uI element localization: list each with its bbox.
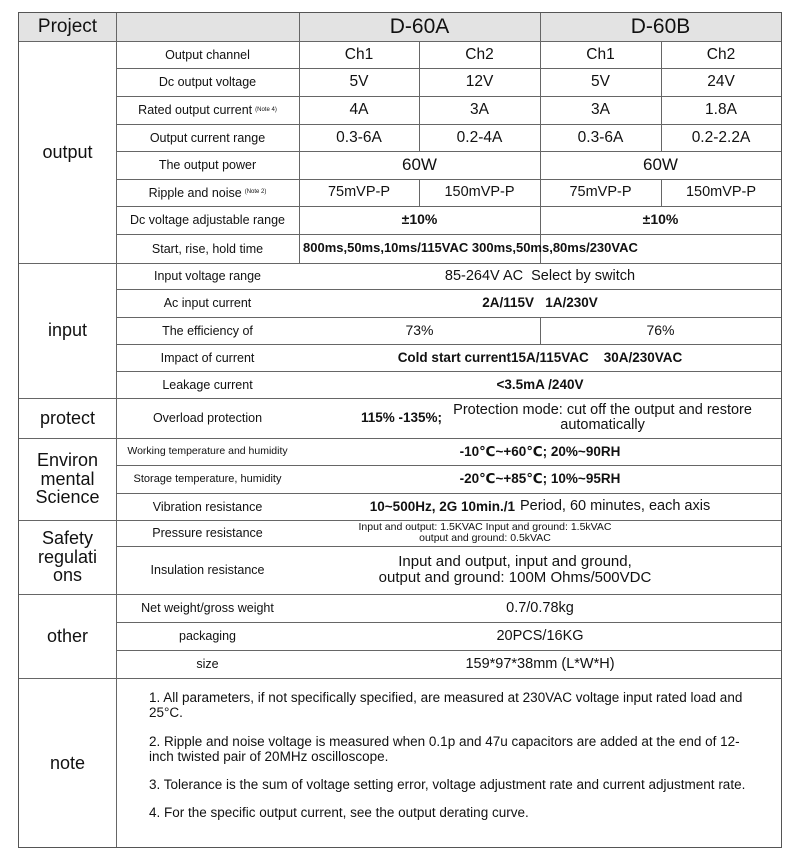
packaging-label: packaging xyxy=(179,629,236,643)
ripple-a1: 75mVP-P xyxy=(327,184,391,201)
note-1: 1. All parameters, if not specifically specified, are measured at 230VAC voltage input rated load and 25°C. xyxy=(149,690,743,721)
insulation-resistance-label: Insulation resistance xyxy=(150,563,265,577)
overload-mode: Protection mode: cut off the output and restore automatically xyxy=(453,401,752,433)
channel-b2: Ch2 xyxy=(706,45,736,63)
insulation-line-2: output and ground: 100M Ohms/500VDC xyxy=(378,569,652,586)
voltage-b1: 5V xyxy=(591,73,610,91)
current-range-a2: 0.2-4A xyxy=(456,128,503,146)
current-range-b1: 0.3-6A xyxy=(577,128,624,146)
vibration-period: Period, 60 minutes, each axis xyxy=(520,498,711,515)
notes-block xyxy=(131,681,781,847)
weight-label: Net weight/gross weight xyxy=(141,601,274,615)
pressure-line-2: output and ground: 0.5kVAC xyxy=(419,532,551,544)
power-a: 60W xyxy=(402,155,437,175)
pressure-resistance-value xyxy=(299,520,781,546)
ripple-b1: 75mVP-P xyxy=(569,184,632,201)
ac-input-current-value: 2A/115V 1A/230V xyxy=(482,295,598,311)
current-range-a1: 0.3-6A xyxy=(336,128,382,146)
note-4: 4. For the specific output current, see the output derating curve. xyxy=(149,805,529,821)
insulation-line-1: Input and output, input and ground, xyxy=(398,553,632,571)
pressure-resistance-label: Pressure resistance xyxy=(152,526,263,540)
size-label: size xyxy=(196,657,219,671)
section-note: note xyxy=(49,753,86,774)
section-environment: Environ mental Science xyxy=(35,449,100,508)
output-power-label: The output power xyxy=(158,158,257,172)
pressure-line-1: Input and output: 1.5KVAC Input and ground: 1.5kVAC xyxy=(358,520,612,533)
section-protect: protect xyxy=(39,407,96,428)
voltage-a1: 5V xyxy=(349,73,369,91)
efficiency-a: 73% xyxy=(405,321,434,338)
ac-input-current-label: Ac input current xyxy=(163,296,252,310)
rated-current-label-text: Rated output current xyxy=(138,103,253,117)
leakage-current-value: <3.5mA /240V xyxy=(496,376,584,392)
rated-output-current-label xyxy=(116,96,299,124)
section-output: output xyxy=(42,141,93,162)
packaging-value: 20PCS/16KG xyxy=(496,627,584,644)
size-value: 159*97*38mm (L*W*H) xyxy=(465,655,615,672)
power-b: 60W xyxy=(643,155,678,175)
ripple-noise-label xyxy=(116,179,299,206)
spec-table xyxy=(18,12,782,848)
vibration-spec: 10~500Hz, 2G 10min./1 xyxy=(369,498,515,514)
header-model-a: D-60A xyxy=(389,15,450,39)
adjustable-a: ±10% xyxy=(401,211,438,228)
input-voltage-range-value: 85-264V AC Select by switch xyxy=(444,267,636,284)
rated-current-b1: 3A xyxy=(591,101,610,119)
start-rise-hold-value: 800ms,50ms,10ms/115VAC 300ms,50ms,80ms/230VAC xyxy=(303,240,638,256)
rated-current-b2: 1.8A xyxy=(705,101,737,119)
dc-output-voltage-label: Dc output voltage xyxy=(158,75,257,89)
note-3: 3. Tolerance is the sum of voltage setting error, voltage adjustment rate and current adjustment rate. xyxy=(149,777,746,792)
header-model-b: D-60B xyxy=(630,15,691,39)
adjustable-range-label: Dc voltage adjustable range xyxy=(130,213,285,227)
channel-b1: Ch1 xyxy=(586,45,615,63)
efficiency-b: 76% xyxy=(646,321,675,338)
voltage-a2: 12V xyxy=(465,73,494,91)
overload-protection-value xyxy=(361,398,781,438)
rated-current-a1: 4A xyxy=(349,101,369,119)
storage-temp-value: -20℃~+85℃; 10%~95RH xyxy=(459,471,621,487)
working-temp-value: -10℃~+60℃; 20%~90RH xyxy=(459,443,621,459)
rated-current-a2: 3A xyxy=(470,101,489,119)
impact-current-value: Cold start current15A/115VAC 30A/230VAC xyxy=(397,349,683,365)
note-4-tag: (Note 4) xyxy=(255,106,277,113)
input-voltage-range-label: Input voltage range xyxy=(153,269,262,283)
weight-value: 0.7/0.78kg xyxy=(506,599,574,616)
header-project: Project xyxy=(37,16,98,38)
channel-a2: Ch2 xyxy=(465,45,494,63)
section-other: other xyxy=(46,625,89,646)
section-input: input xyxy=(47,320,88,341)
section-safety: Safety regulati ons xyxy=(37,527,98,586)
ripple-b2: 150mVP-P xyxy=(685,184,757,201)
insulation-resistance-value xyxy=(299,546,781,594)
note-2: 2. Ripple and noise voltage is measured when 0.1p and 47u capacitors are added at the end of 12-inch twisted pair of 20MHz oscilloscope. xyxy=(149,733,740,764)
ripple-a2: 150mVP-P xyxy=(444,184,515,201)
channel-a1: Ch1 xyxy=(344,45,374,63)
overload-protection-label: Overload protection xyxy=(152,411,263,425)
ripple-label-text: Ripple and noise xyxy=(148,185,242,200)
vibration-value xyxy=(299,493,781,520)
start-rise-hold-label: Start, rise, hold time xyxy=(151,241,264,256)
current-range-b2: 0.2-2.2A xyxy=(691,128,751,146)
output-channel-label: Output channel xyxy=(165,47,250,62)
leakage-current-label: Leakage current xyxy=(162,377,253,392)
impact-current-label: Impact of current xyxy=(160,350,255,365)
adjustable-b: ±10% xyxy=(642,211,679,228)
overload-range: 115% -135%; xyxy=(361,410,443,426)
note-2-tag: (Note 2) xyxy=(244,189,267,196)
storage-temp-label: Storage temperature, humidity xyxy=(133,472,282,485)
efficiency-label: The efficiency of xyxy=(162,323,253,338)
vibration-label: Vibration resistance xyxy=(152,499,263,514)
voltage-b2: 24V xyxy=(707,73,735,91)
output-current-range-label: Output current range xyxy=(149,130,266,145)
working-temp-label: Working temperature and humidity xyxy=(127,444,288,457)
